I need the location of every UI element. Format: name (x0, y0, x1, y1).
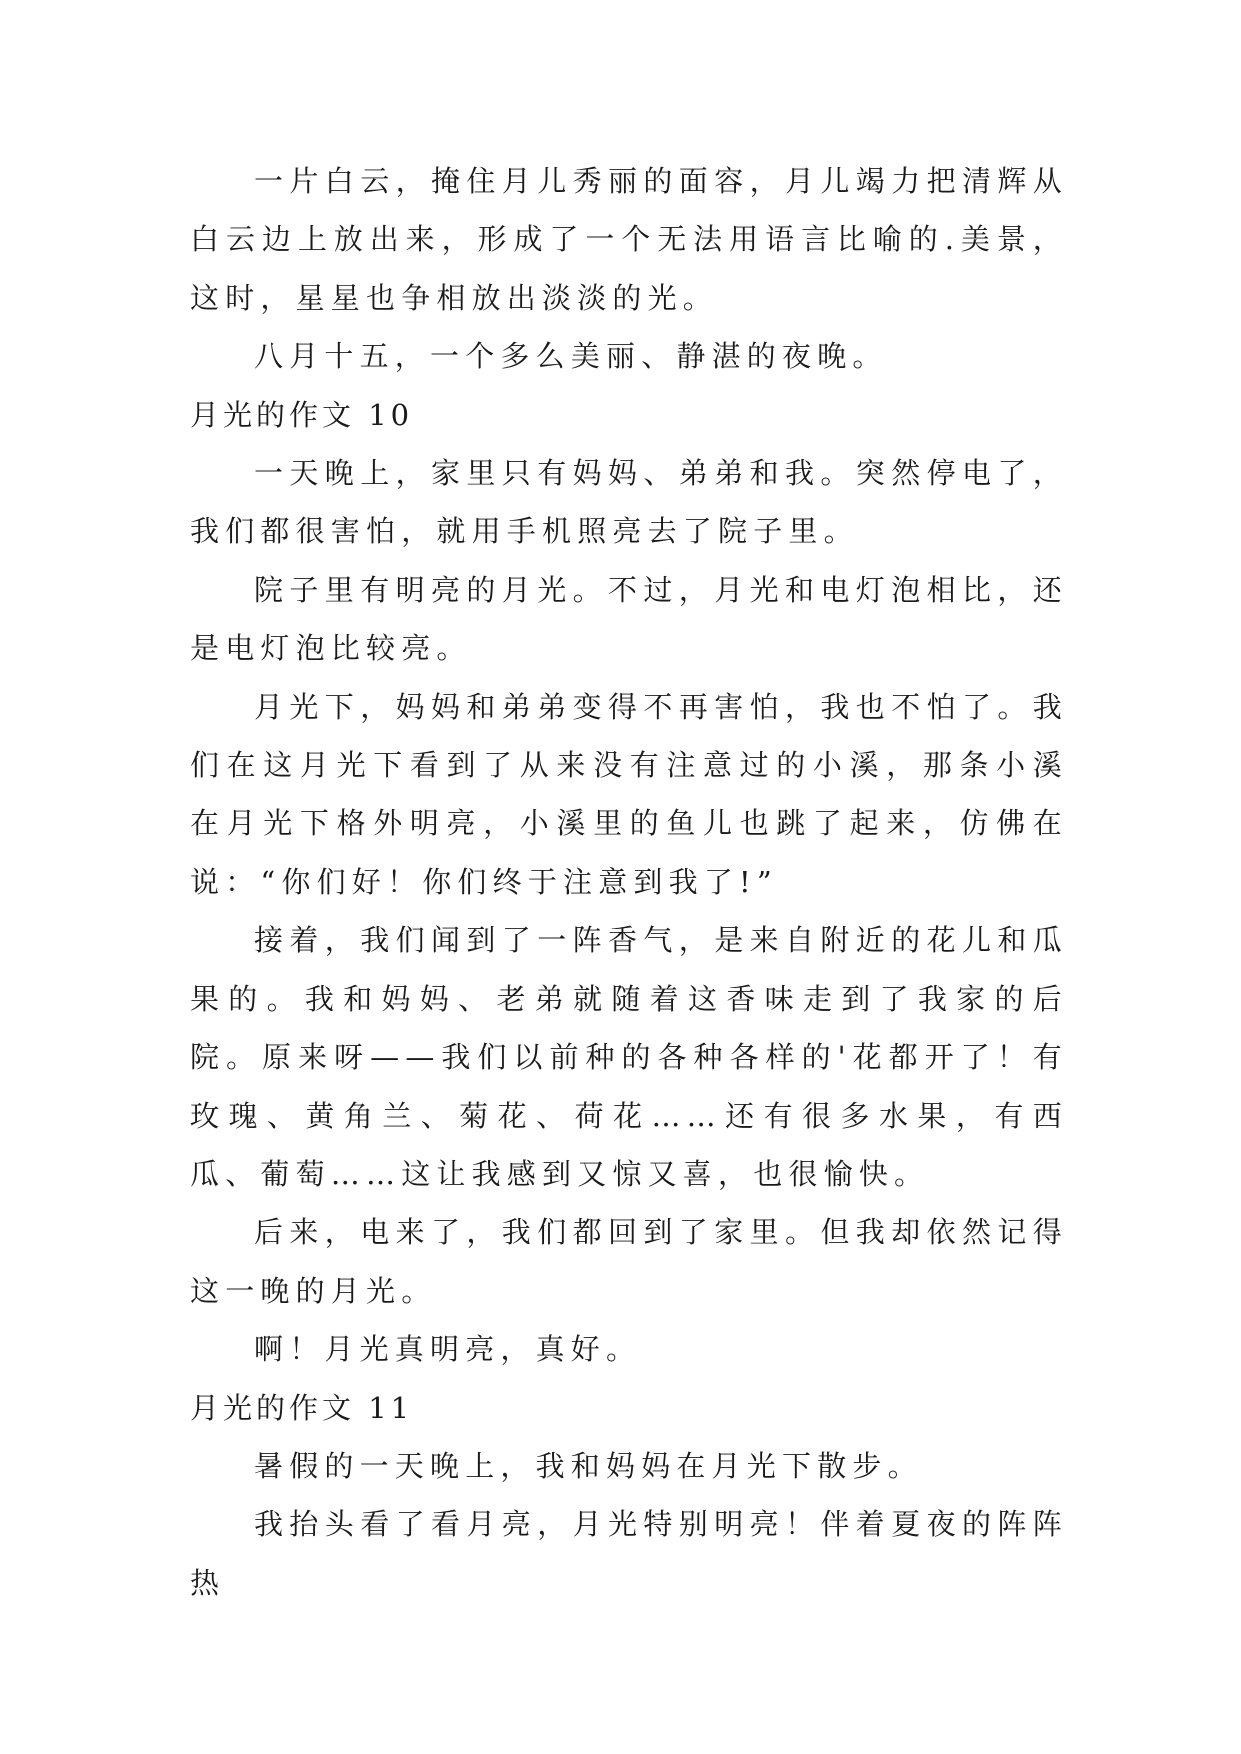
paragraph: 啊！月光真明亮，真好。 (254, 1332, 642, 1367)
paragraph: 院子里有明亮的月光。不过，月光和电灯泡相比，还是电灯泡比较亮。 (190, 572, 1068, 666)
paragraph: 我抬头看了看月亮，月光特别明亮！伴着夏夜的阵阵热 (190, 1507, 1068, 1600)
paragraph: 暑假的一天晚上，我和妈妈在月光下散步。 (254, 1448, 923, 1483)
paragraph: 一片白云，掩住月儿秀丽的面容，月儿竭力把清辉从白云边上放出来，形成了一个无法用语言比喻的.美景，这时，星星也争相放出淡淡的光。 (190, 164, 1068, 315)
paragraph: 月光下，妈妈和弟弟变得不再害怕，我也不怕了。我们在这月光下看到了从来没有注意过的小溪，那条小溪在月光下格外明亮，小溪里的鱼儿也跳了起来，仿佛在说：“你们好！你们终于注意到我了!” (190, 689, 1068, 899)
paragraph: 接着，我们闻到了一阵香气，是来自附近的花儿和瓜果的。我和妈妈、老弟就随着这香味走到了我家的后院。原来呀——我们以前种的各种各样的'花都开了！有玫瑰、黄角兰、菊花、荷花……还有很多水果，有西瓜、葡萄……这让我感到又惊又喜，也很愉快。 (190, 923, 1068, 1191)
paragraph: 八月十五，一个多么美丽、静湛的夜晚。 (254, 339, 888, 374)
document-page (190, 152, 1068, 1612)
essay-heading: 月光的作文 10 (190, 397, 414, 432)
paragraph: 一天晚上，家里只有妈妈、弟弟和我。突然停电了，我们都很害怕，就用手机照亮去了院子里。 (190, 456, 1068, 549)
essay-heading: 月光的作文 11 (190, 1390, 414, 1425)
paragraph: 后来，电来了，我们都回到了家里。但我却依然记得这一晚的月光。 (190, 1215, 1068, 1308)
